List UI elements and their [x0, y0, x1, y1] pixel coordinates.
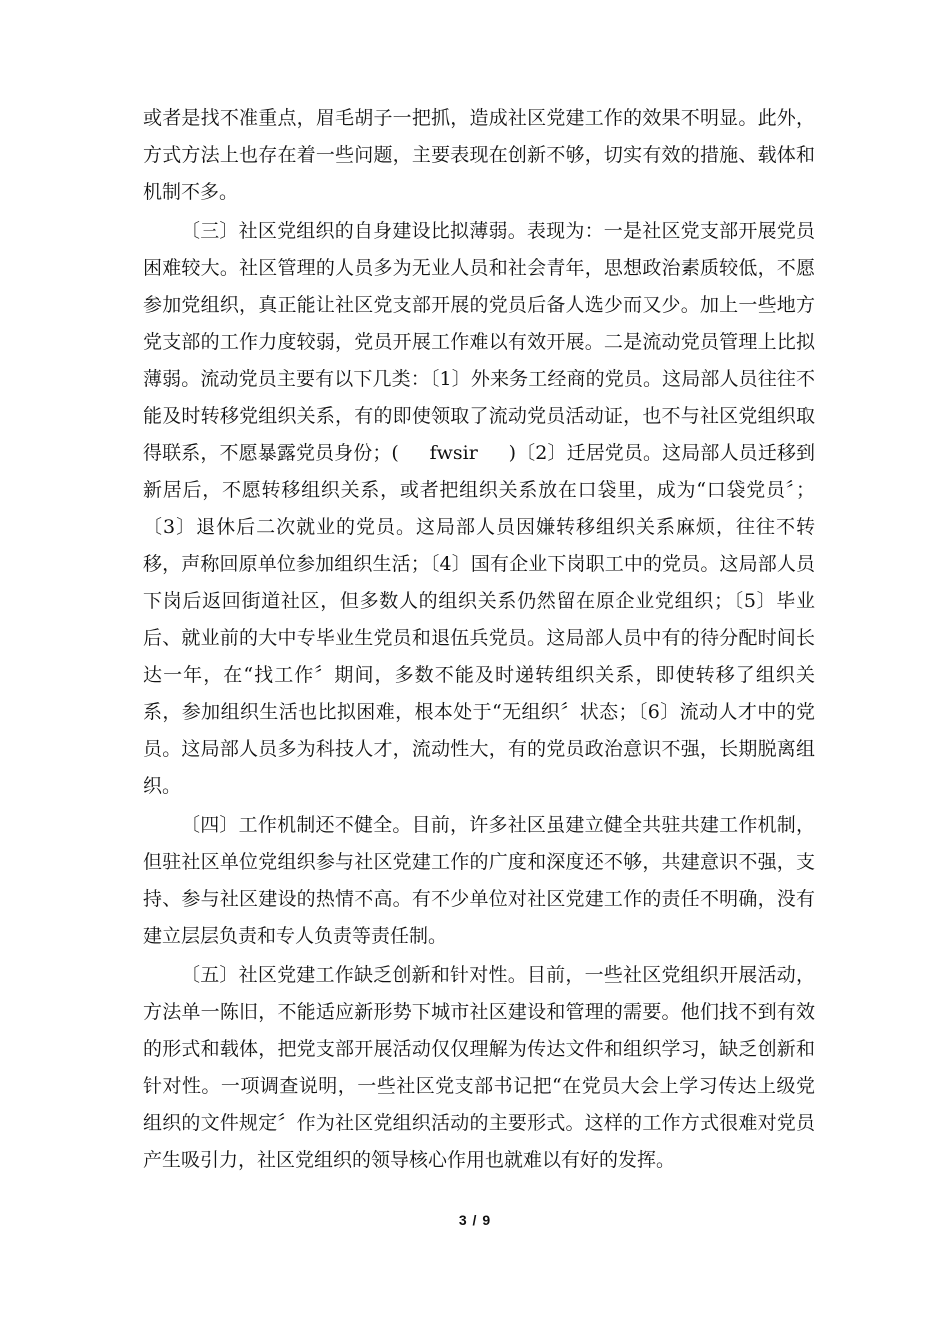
paragraph-continuation: 或者是找不准重点，眉毛胡子一把抓，造成社区党建工作的效果不明显。此外，方式方法上也存在着一些问题，主要表现在创新不够，切实有效的措施、载体和机制不多。: [143, 107, 815, 203]
paragraph-section-five: 〔五〕社区党建工作缺乏创新和针对性。目前，一些社区党组织开展活动，方法单一陈旧，不能适应新形势下城市社区建设和管理的需要。他们找不到有效的形式和载体，把党支部开展活动仅仅理解为传达文件和组织学习，缺乏创新和针对性。一项调查说明，一些社区党支部书记把“在党员大会上学习传达上级党组织的文件规定〞作为社区党组织活动的主要形式。这样的工作方式很难对党员产生吸引力，社区党组织的领导核心作用也就难以有好的发挥。: [143, 964, 815, 1171]
paragraph-section-four: 〔四〕工作机制还不健全。目前，许多社区虽建立健全共驻共建工作机制，但驻社区单位党组织参与社区党建工作的广度和深度还不够，共建意识不强，支持、参与社区建设的热情不高。有不少单位对社区党建工作的责任不明确，没有建立层层负责和专人负责等责任制。: [143, 814, 815, 947]
document-body: [143, 100, 815, 1179]
paragraph-section-three: 〔三〕社区党组织的自身建设比拟薄弱。表现为：一是社区党支部开展党员困难较大。社区管理的人员多为无业人员和社会青年，思想政治素质较低，不愿参加党组织，真正能让社区党支部开展的党员后备人选少而又少。加上一些地方党支部的工作力度较弱，党员开展工作难以有效开展。二是流动党员管理上比拟薄弱。流动党员主要有以下几类：〔1〕外来务工经商的党员。这局部人员往往不能及时转移党组织关系，有的即使领取了流动党员活动证，也不与社区党组织取得联系，不愿暴露党员身份；( fwsir )〔2〕迁居党员。这局部人员迁移到新居后，不愿转移组织关系，或者把组织关系放在口袋里，成为“口袋党员〞；〔3〕退休后二次就业的党员。这局部人员因嫌转移组织关系麻烦，往往不转移，声称回原单位参加组织生活；〔4〕国有企业下岗职工中的党员。这局部人员下岗后返回街道社区，但多数人的组织关系仍然留在原企业党组织；〔5〕毕业后、就业前的大中专毕业生党员和退伍兵党员。这局部人员中有的待分配时间长达一年，在“找工作〞期间，多数不能及时递转组织关系，即使转移了组织关系，参加组织生活也比拟困难，根本处于“无组织〞状态；〔6〕流动人才中的党员。这局部人员多为科技人才，流动性大，有的党员政治意识不强，长期脱离组织。: [143, 220, 815, 797]
page-number: 3 / 9: [458, 1212, 492, 1228]
